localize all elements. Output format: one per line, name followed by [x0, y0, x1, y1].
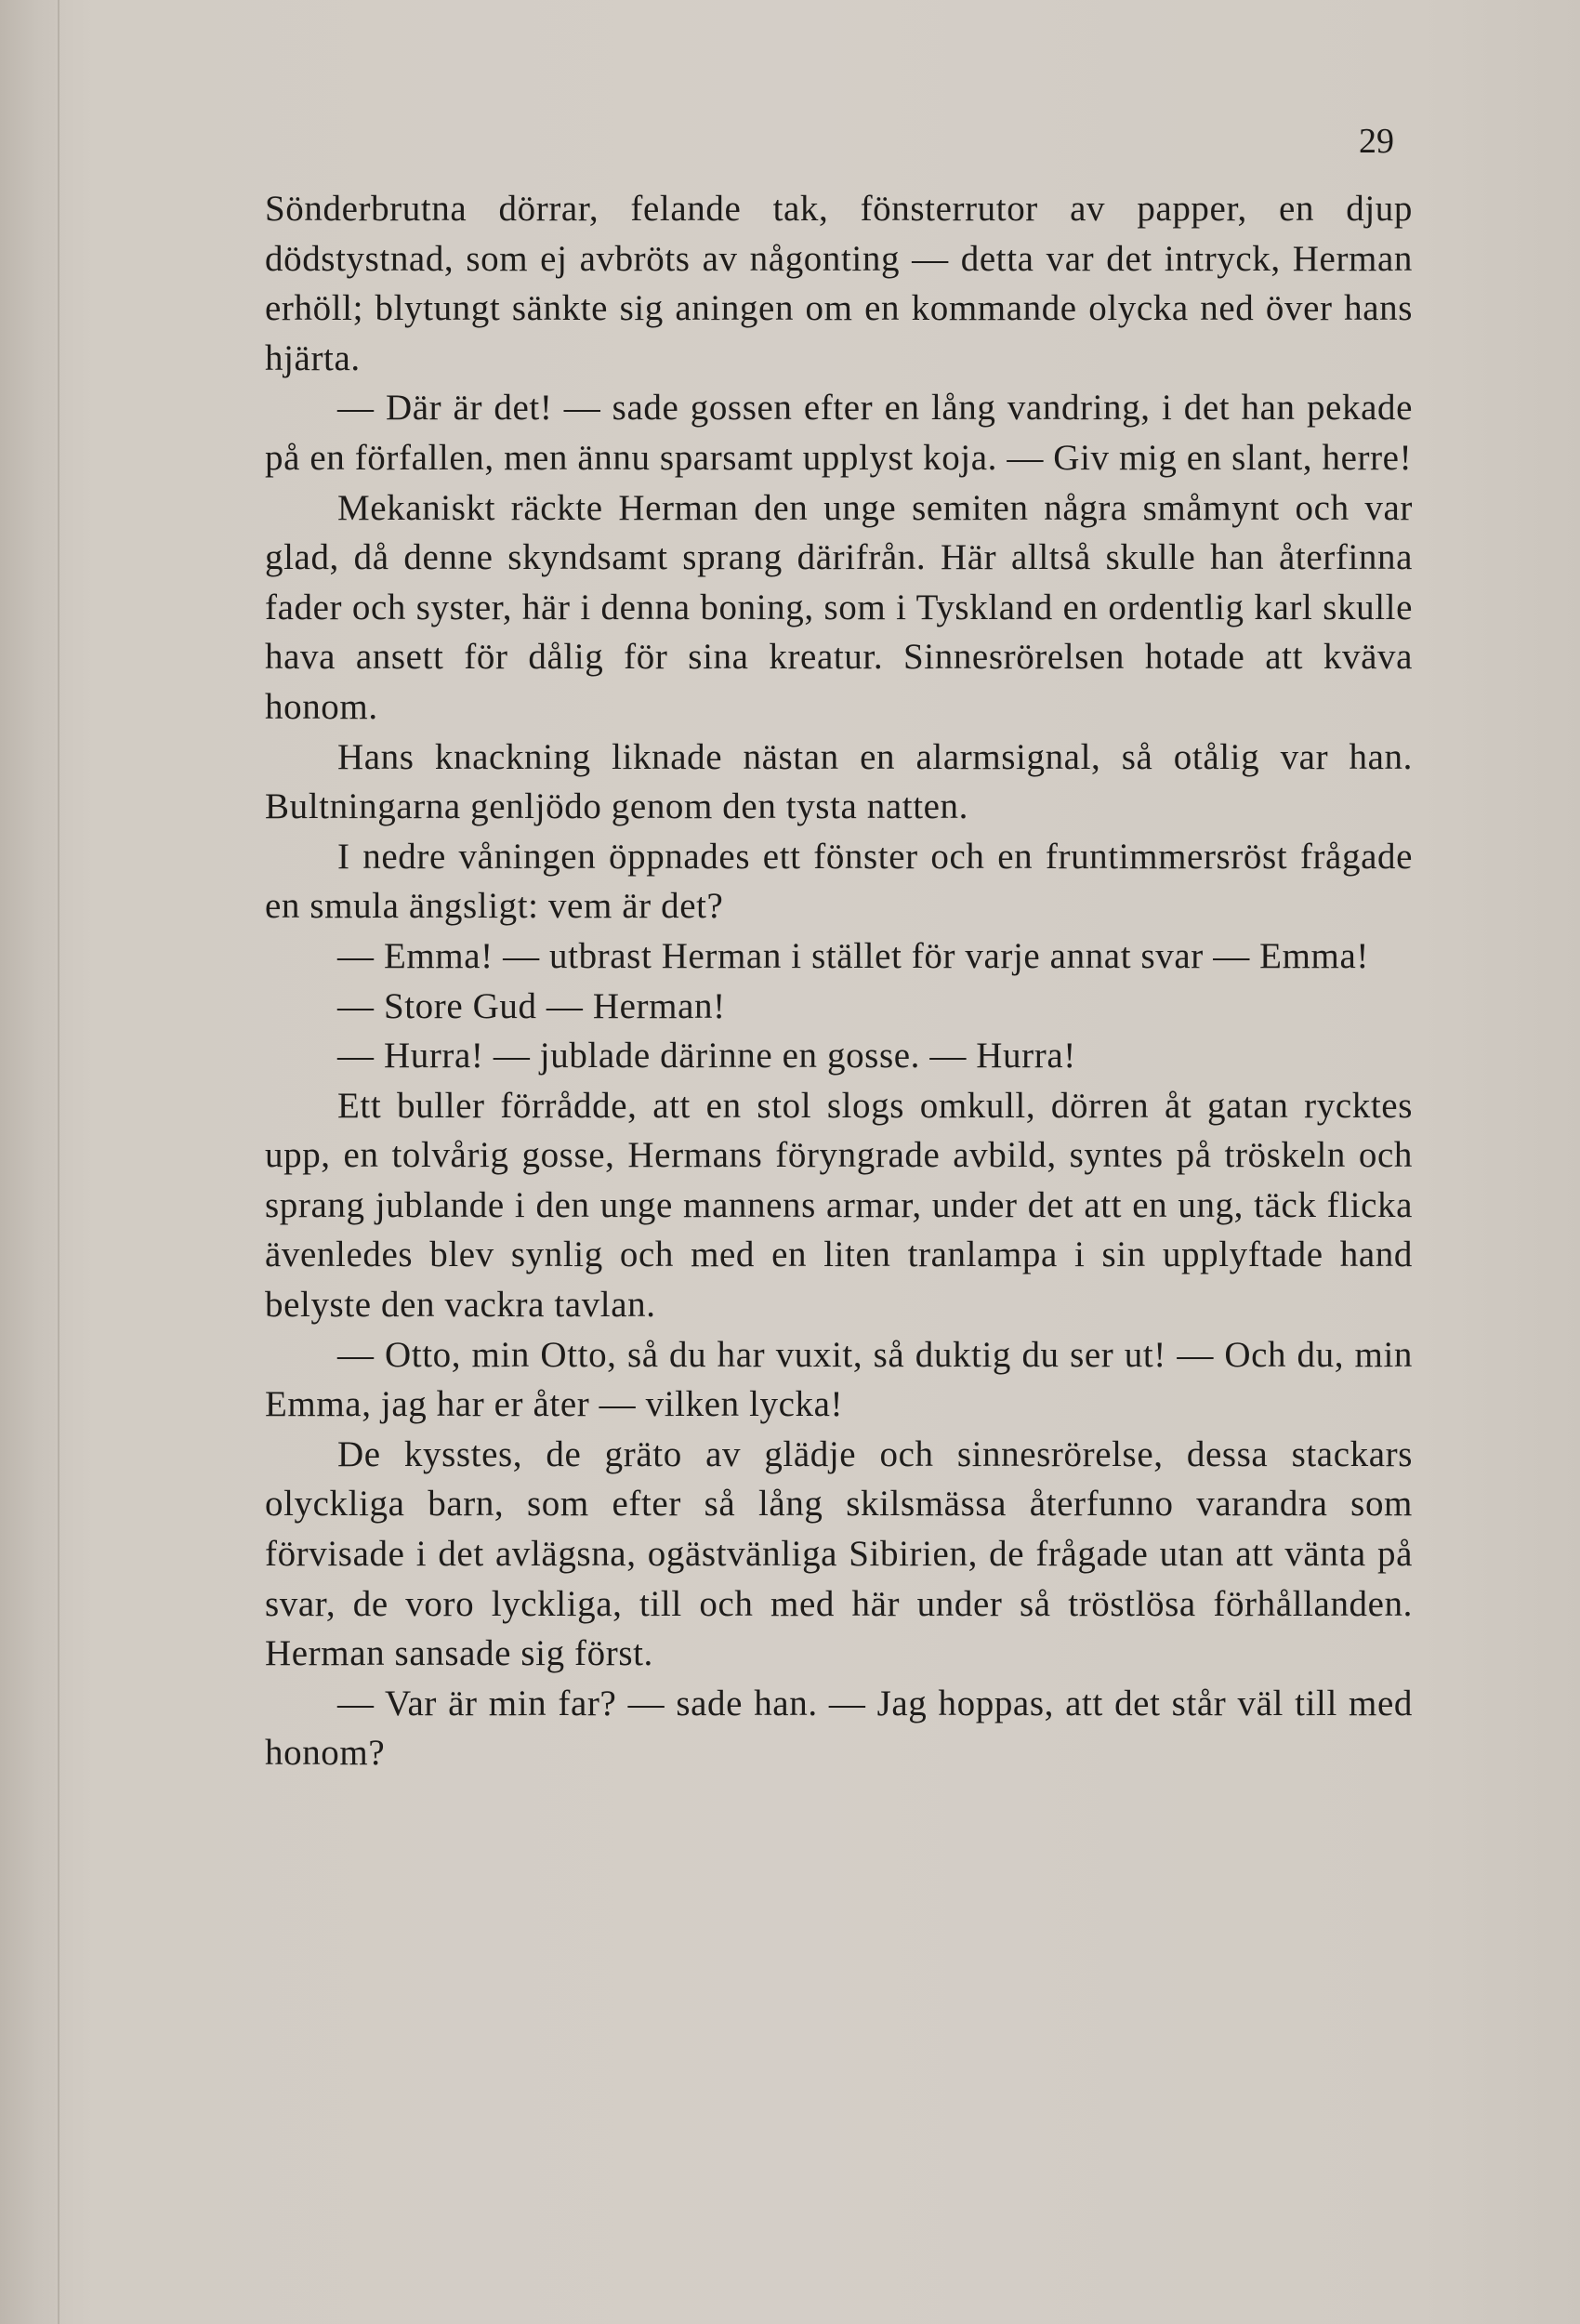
paragraph: — Otto, min Otto, så du har vuxit, så duktig du ser ut! — Och du, min Emma, jag har er åter — vilken lycka! — [265, 1334, 1413, 1425]
paragraph: I nedre våningen öppnades ett fönster och en fruntimmersröst frågade en smula ängsligt: vem är det? — [265, 836, 1413, 927]
paragraph: — Emma! — utbrast Herman i stället för varje annat svar — Emma! — [337, 935, 1369, 976]
paragraph: Hans knackning liknade nästan en alarmsignal, så otålig var han. Bultningarna genljödo genom den tysta natten. — [265, 736, 1413, 827]
page-number: 29 — [1359, 122, 1394, 161]
paragraph: Ett buller förrådde, att en stol slogs omkull, dörren åt gatan rycktes upp, en tolvårig gosse, Hermans föryngrade avbild, syntes på tröskeln och sprang jublande i den unge mannens armar, under det att en ung, täck flicka ävenledes blev synlig och med en liten tranlampa i sin upplyftade hand belyste den vackra tavlan. — [265, 1085, 1413, 1326]
paragraph: Mekaniskt räckte Herman den unge semiten några småmynt och var glad, då denne skyndsamt sprang därifrån. Här alltså skulle han återfinna fader och syster, här i denna boning, som i Tyskland en ordentlig karl skulle hava ansett för dålig för sina kreatur. Sinnesrörelsen hotade att kväva honom. — [265, 487, 1413, 727]
paragraph: — Hurra! — jublade därinne en gosse. — Hurra! — [337, 1036, 1076, 1076]
paragraph: De kysstes, de gräto av glädje och sinnesrörelse, dessa stackars olyckliga barn, som efter så lång skilsmässa återfunno varandra som förvisade i det avlägsna, ogästvänliga Sibirien, de frågade utan att vänta på svar, de voro lyckliga, till och med här under så tröstlösa förhållanden. Herman sansade sig först. — [265, 1433, 1413, 1674]
paragraph: — Var är min far? — sade han. — Jag hoppas, att det står väl till med honom? — [265, 1683, 1413, 1774]
paragraph: — Där är det! — sade gossen efter en lång vandring, i det han pekade på en förfallen, men ännu sparsamt upplyst koja. — Giv mig en slant, herre! — [265, 388, 1413, 478]
spine-edge-line — [58, 0, 59, 2324]
paragraph: Sönderbrutna dörrar, felande tak, fönsterrutor av papper, en djup dödstystnad, som ej avbröts av någonting — detta var det intryck, Herman erhöll; blytungt sänkte sig aningen om en kommande olycka ned över hans hjärta. — [265, 189, 1413, 378]
paragraph: — Store Gud — Herman! — [337, 985, 726, 1026]
book-spine-shadow — [0, 0, 65, 2324]
body-text — [265, 184, 1413, 1778]
